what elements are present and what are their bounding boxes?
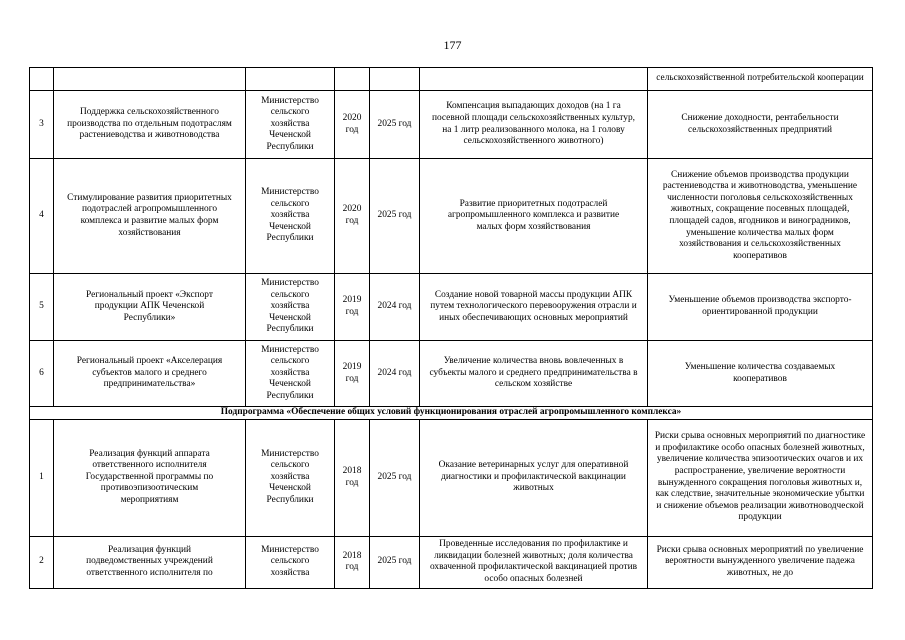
end-year: 2025 год (370, 91, 420, 159)
risk: Риски срыва основных мероприятий по увеличение вероятности вынужденного увеличение падежа животных, не до (648, 536, 873, 588)
start-year: 2019 год (335, 274, 370, 341)
start-year: 2020 год (335, 91, 370, 159)
expected-result: Создание новой товарной массы продукции АПК путем технологического перевооружения отрасли и иных обеспечивающих основных мероприятий (420, 274, 648, 341)
row-number: 4 (30, 159, 54, 274)
start-year: 2018 год (335, 419, 370, 536)
table-row (30, 68, 873, 91)
end-year (370, 68, 420, 91)
measure-name: Реализация функций аппарата ответственного исполнителя Государственной программы по противоэпизоотическим мероприятиям (54, 419, 246, 536)
executor: Министерство сельского хозяйства Чеченской Республики (246, 91, 335, 159)
executor: Министерство сельского хозяйства Чеченской Республики (246, 341, 335, 407)
risk: сельскохозяйственной потребительской кооперации (648, 68, 873, 91)
table-row (30, 536, 873, 588)
end-year: 2025 год (370, 159, 420, 274)
table-row (30, 91, 873, 159)
measure-name: Поддержка сельскохозяйственного производства по отдельным подотраслям растениеводства и животноводства (54, 91, 246, 159)
expected-result: Компенсация выпадающих доходов (на 1 га посевной площади сельскохозяйственных культур, на 1 литр реализованного молока, на 1 голову сельскохозяйственного животного) (420, 91, 648, 159)
page-number: 177 (443, 38, 462, 52)
measure-name: Реализация функций подведомственных учреждений ответственного исполнителя по (54, 536, 246, 588)
table-row (30, 159, 873, 274)
start-year: 2020 год (335, 159, 370, 274)
start-year: 2018 год (335, 536, 370, 588)
measures-table (29, 67, 873, 589)
row-number: 5 (30, 274, 54, 341)
measure-name: Региональный проект «Экспорт продукции АПК Чеченской Республики» (54, 274, 246, 341)
row-number: 2 (30, 536, 54, 588)
table-row (30, 274, 873, 341)
start-year (335, 68, 370, 91)
start-year: 2019 год (335, 341, 370, 407)
measure-name: Стимулирование развития приоритетных подотраслей агропромышленного комплекса и развитие малых форм хозяйствования (54, 159, 246, 274)
risk: Снижение доходности, рентабельности сельскохозяйственных предприятий (648, 91, 873, 159)
risk: Риски срыва основных мероприятий по диагностике и профилактике особо опасных болезней животных, увеличение количества эпизоотических очагов и их распространение, увеличение вероятности вынужденного сокращения поголовья животных и, как следствие, значительные экономические убытки и снижение объемов реализации животноводческой продукции (648, 419, 873, 536)
executor: Министерство сельского хозяйства (246, 536, 335, 588)
executor: Министерство сельского хозяйства Чеченской Республики (246, 159, 335, 274)
table-row (30, 419, 873, 536)
risk: Снижение объемов производства продукции растениеводства и животноводства, уменьшение численности поголовья сельскохозяйственных животных, сокращение посевных площадей, площадей садов, ягодников и виноградников, уменьшение количества малых форм хозяйствования и сельскохозяйственных кооперативов (648, 159, 873, 274)
row-number (30, 68, 54, 91)
measure-name (54, 68, 246, 91)
executor: Министерство сельского хозяйства Чеченской Республики (246, 419, 335, 536)
risk: Уменьшение объемов производства экспорто-ориентированной продукции (648, 274, 873, 341)
executor: Министерство сельского хозяйства Чеченской Республики (246, 274, 335, 341)
expected-result (420, 68, 648, 91)
subprogram-row (30, 407, 873, 420)
executor (246, 68, 335, 91)
expected-result: Оказание ветеринарных услуг для оперативной диагностики и профилактической вакцинации животных (420, 419, 648, 536)
end-year: 2024 год (370, 274, 420, 341)
row-number: 6 (30, 341, 54, 407)
expected-result: Развитие приоритетных подотраслей агропромышленного комплекса и развитие малых форм хозяйствования (420, 159, 648, 274)
row-number: 1 (30, 419, 54, 536)
end-year: 2025 год (370, 536, 420, 588)
row-number: 3 (30, 91, 54, 159)
subprogram-title: Подпрограмма «Обеспечение общих условий функционирования отраслей агропромышленного комплекса» (30, 407, 873, 420)
end-year: 2024 год (370, 341, 420, 407)
end-year: 2025 год (370, 419, 420, 536)
expected-result: Проведенные исследования по профилактике и ликвидации болезней животных; доля количества охваченной профилактической вакцинацией против особо опасных болезней (420, 536, 648, 588)
measure-name: Региональный проект «Акселерация субъектов малого и среднего предпринимательства» (54, 341, 246, 407)
expected-result: Увеличение количества вновь вовлеченных в субъекты малого и среднего предпринимательства в сельском хозяйстве (420, 341, 648, 407)
table-row (30, 341, 873, 407)
risk: Уменьшение количества создаваемых кооперативов (648, 341, 873, 407)
